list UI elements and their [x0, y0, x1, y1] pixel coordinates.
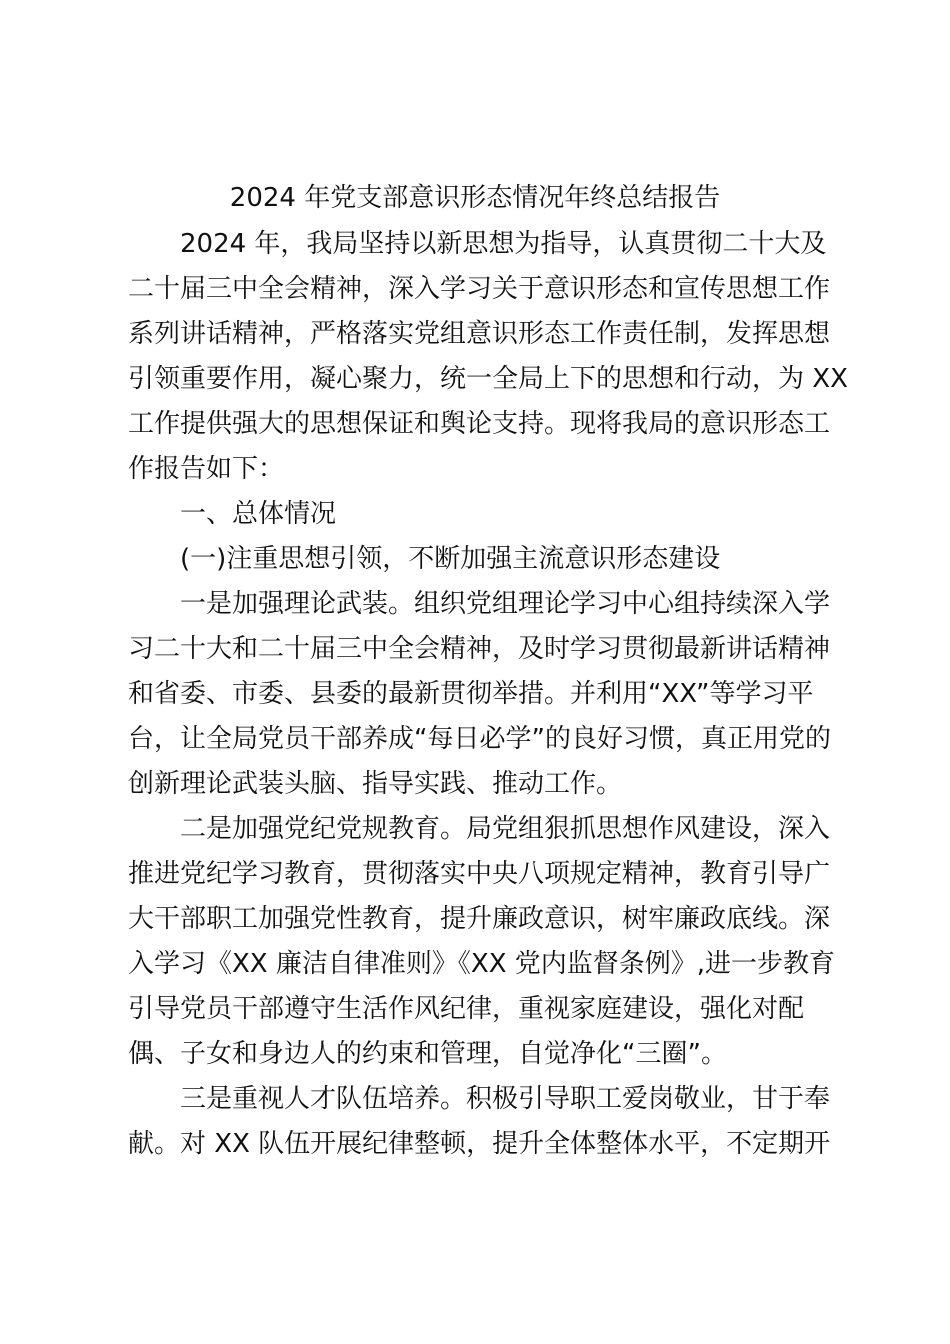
text-line: 工作提供强大的思想保证和舆论支持。现将我局的意识形态工: [128, 409, 831, 439]
text-line: 大干部职工加强党性教育，提升廉政意识，树牢廉政底线。深: [128, 904, 831, 934]
text-line: 一是加强理论武装。组织党组理论学习中心组持续深入学: [180, 589, 831, 619]
text-line: 和省委、市委、县委的最新贯彻举措。并利用“XX”等学习平: [128, 679, 814, 709]
text-line: 二十届三中全会精神，深入学习关于意识形态和宣传思想工作: [128, 274, 831, 304]
text-line: 献。对 XX 队伍开展纪律整顿，提升全体整体水平，不定期开: [128, 1129, 831, 1159]
text-line: 三是重视人才队伍培养。积极引导职工爱岗敬业，甘于奉: [180, 1084, 831, 1114]
text-line: 二是加强党纪党规教育。局党组狠抓思想作风建设，深入: [180, 814, 831, 844]
item-paragraph-2: [128, 807, 836, 1077]
text-line: 引领重要作用，凝心聚力，统一全局上下的思想和行动，为 XX: [128, 364, 848, 394]
item-paragraph-3: [128, 1077, 832, 1167]
intro-paragraph: [128, 222, 848, 492]
text-line: 引导党员干部遵守生活作风纪律，重视家庭建设，强化对配: [128, 994, 805, 1024]
item-paragraph-1: [128, 582, 832, 807]
text-line: 偶、子女和身边人的约束和管理，自觉净化“三圈”。: [128, 1039, 727, 1069]
text-line: 系列讲话精神，严格落实党组意识形态工作责任制，发挥思想: [128, 319, 831, 349]
text-line: 台，让全局党员干部养成“每日必学”的良好习惯，真正用党的: [128, 724, 831, 754]
text-line: 习二十大和二十届三中全会精神，及时学习贯彻最新讲话精神: [128, 634, 831, 664]
document-title: 2024 年党支部意识形态情况年终总结报告: [229, 183, 721, 213]
document-body: [128, 222, 848, 1167]
section-heading: 一、总体情况: [180, 499, 337, 529]
text-line: 推进党纪学习教育，贯彻落实中央八项规定精神，教育引导广: [128, 859, 831, 889]
text-line: 2024 年，我局坚持以新思想为指导，认真贯彻二十大及: [180, 229, 827, 259]
text-line: 入学习《XX 廉洁自律准则》《XX 党内监督条例》,进一步教育: [128, 949, 836, 979]
subsection-heading: (一)注重思想引领，不断加强主流意识形态建设: [180, 544, 721, 574]
text-line: 作报告如下：: [128, 454, 285, 484]
text-line: 创新理论武装头脑、指导实践、推动工作。: [128, 769, 623, 799]
